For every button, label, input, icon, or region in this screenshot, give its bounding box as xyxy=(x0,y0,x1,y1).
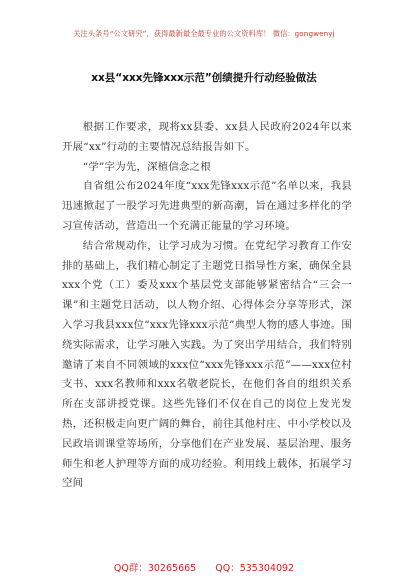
qq-group-number: QQ群：30265665 xyxy=(113,563,197,574)
footer-contacts xyxy=(0,560,408,574)
qq-number: QQ：535304092 xyxy=(215,563,295,574)
document-title: xx县“xxx先锋xxx示范”创绩提升行动经验做法 xyxy=(91,72,317,84)
intro-paragraph: 根据工作要求，现将xx县委、xx县人民政府2024年以来开展“xx”行动的主要情况总结报告如下。 xyxy=(62,121,352,153)
header-banner: 关注头条号“公文研究”，获得最新最全最专业的公文资料库！ 微信：gongwenyj xyxy=(73,29,335,38)
body-paragraph: 自省组公布2024年度“xxx先锋xxx示范”名单以来，我县迅速掀起了一股学习先进典型的新高潮，旨在通过多样化的学习宣传活动，营造出一个充满正能量的学习环境。 xyxy=(62,180,352,232)
section-heading: “学”字为先，深植信念之根 xyxy=(82,160,211,173)
body-paragraph: 结合常规动作，让学习成为习惯。在党纪学习教育工作安排的基础上，我们精心制定了主题党日指导性方案，确保全县xxx个党（工）委及xxx个基层党支部能够紧密结合“三会一课”和主题党日活动，以人物介绍、心得体会分享等形式，深入学习我县xxx位“xxx先锋xxx示范”典型人物的感人事迹。围绕实际需求，让学习融入实践。为了突出学用结合，我们特别邀请了来自不同领域的xxx位“xxx先锋xxx示范”——xxx位村支书、xxx名教师和xxx名敬老院长，在他们各自的组织关系所在支部讲授党课。这些先锋们不仅在自己的岗位上发光发热，还积极走向更广阔的舞台，前往其他村庄、中小学校以及民政培训课堂等场所，分享他们在产业发展、基层治理、服务师生和老人护理等方面的成功经验。利用线上载体，拓展学习空间 xyxy=(62,239,352,490)
document-body xyxy=(62,118,352,494)
